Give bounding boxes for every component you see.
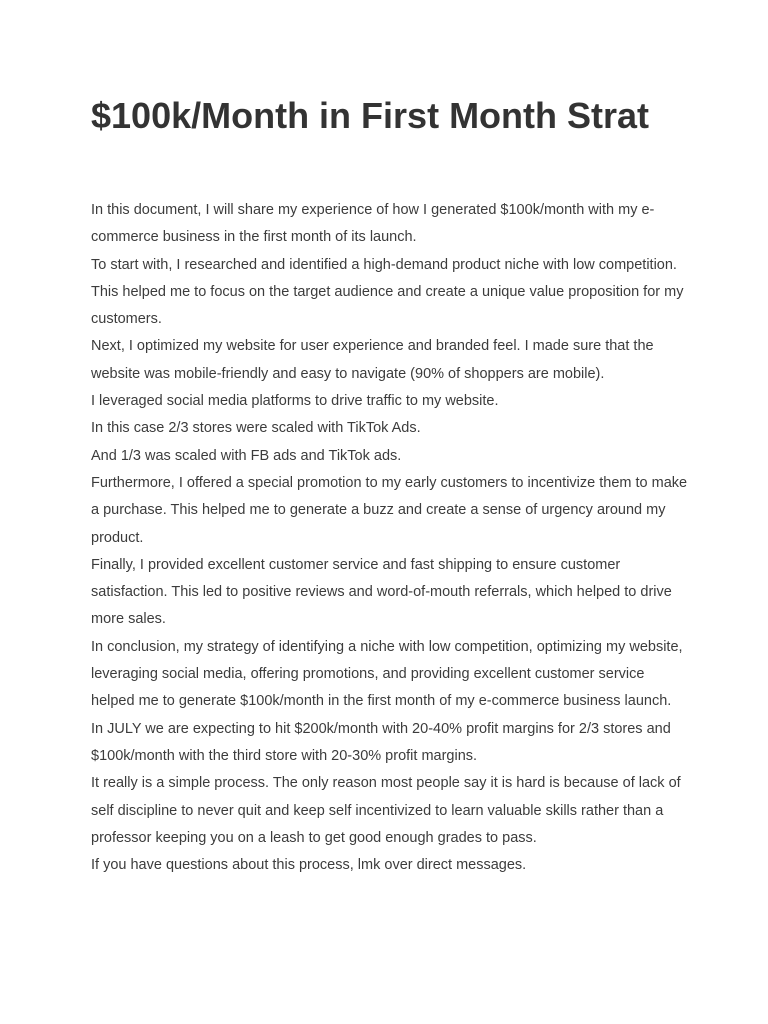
paragraph-website: Next, I optimized my website for user experience and branded feel. I made sure that the website was mobile-friendly and easy to navigate (90% of shoppers are mobile). <box>91 338 654 382</box>
paragraph-conclusion: In conclusion, my strategy of identifying a niche with low competition, optimizing my website, leveraging social media, offering promotions, and providing excellent customer service helped me to generate $100k/month in the first month of my e-commerce business launch. <box>91 638 683 710</box>
paragraph-simple-process: It really is a simple process. The only reason most people say it is hard is because of lack of self discipline to never quit and keep self incentivized to learn valuable skills rather than a professor keeping you on a leash to get good enough grades to pass. <box>91 775 681 846</box>
paragraph-questions: If you have questions about this process, lmk over direct messages. <box>91 857 527 874</box>
paragraph-social-media: I leveraged social media platforms to drive traffic to my website. <box>91 393 499 410</box>
paragraph-intro: In this document, I will share my experience of how I generated $100k/month with my e-commerce business in the first month of its launch. <box>91 202 655 246</box>
paragraph-fb-store: And 1/3 was scaled with FB ads and TikTok ads. <box>91 447 402 464</box>
document-body <box>91 197 691 879</box>
paragraph-july-outlook: In JULY we are expecting to hit $200k/month with 20-40% profit margins for 2/3 stores and $100k/month with the third store with 20-30% profit margins. <box>91 720 671 764</box>
paragraph-tiktok-stores: In this case 2/3 stores were scaled with TikTok Ads. <box>91 420 421 437</box>
paragraph-customer-service: Finally, I provided excellent customer service and fast shipping to ensure customer satisfaction. This led to positive reviews and word-of-mouth referrals, which helped to drive more sales. <box>91 556 672 628</box>
paragraph-research: To start with, I researched and identified a high-demand product niche with low competition. This helped me to focus on the target audience and create a unique value proposition for my customers. <box>91 256 684 328</box>
paragraph-promotion: Furthermore, I offered a special promotion to my early customers to incentivize them to make a purchase. This helped me to generate a buzz and create a sense of urgency around my product. <box>91 474 688 546</box>
document-title: $100k/Month in First Month Strat <box>91 95 650 136</box>
